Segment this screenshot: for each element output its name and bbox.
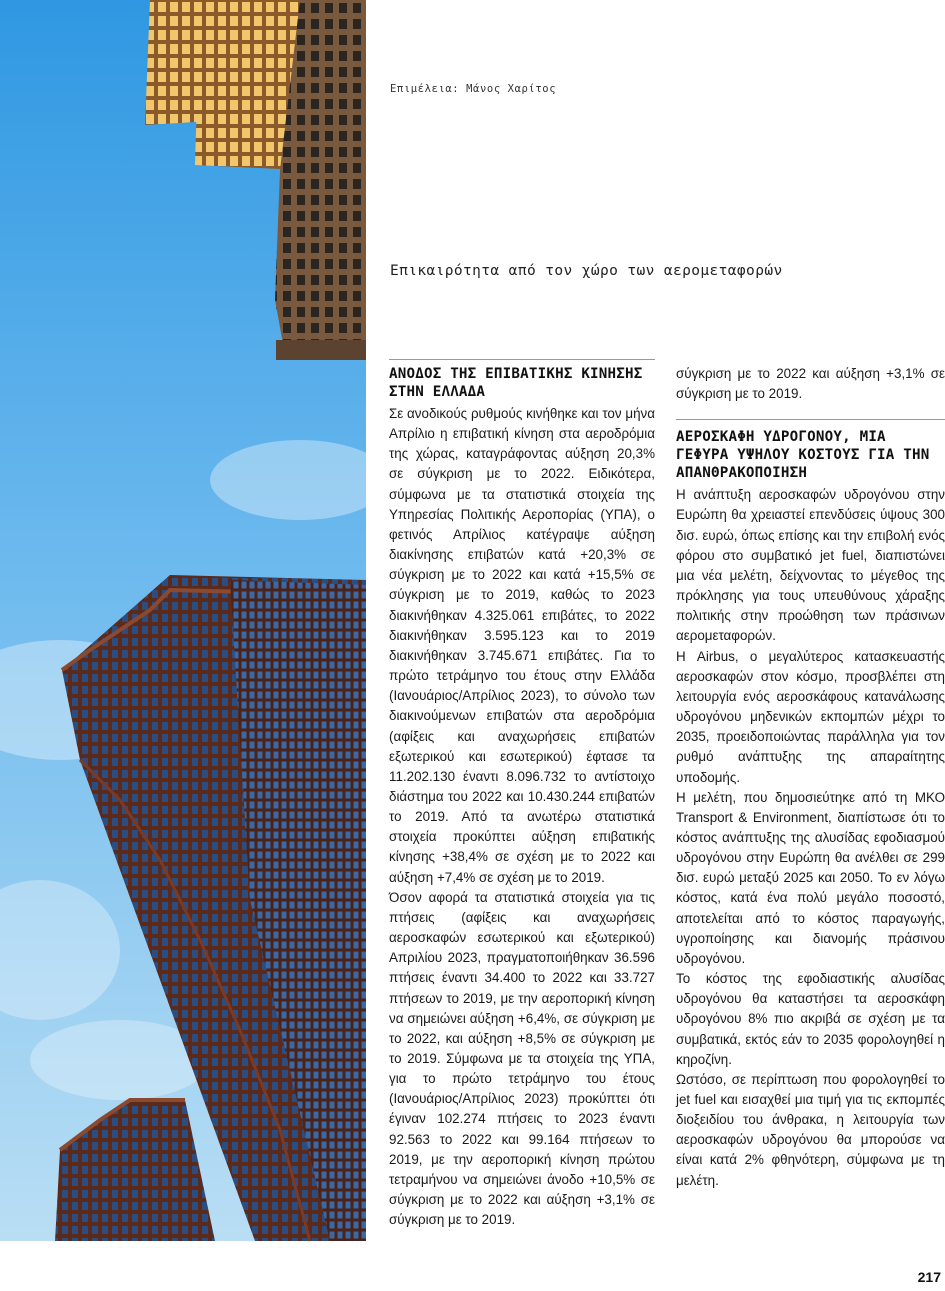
article2-paragraph: Η ανάπτυξη αεροσκαφών υδρογόνου στην Ευρώπη θα χρειαστεί επενδύσεις ύψους 300 δισ. ευρώ, όπως επίσης και την επιβολή ενός φόρου στο συμβατικό jet fuel, διαπιστώνει μια νέα μελέτη, δείχνοντας το μέγεθος της πρόκλησης για τους υπευθύνους χάραξης πολιτικής στην προώθηση των πράσινων αερομεταφορών.	[676, 487, 945, 644]
article1-paragraph: Όσον αφορά τα στατιστικά στοιχεία για τις πτήσεις (αφίξεις και αναχωρήσεις αεροσκαφών εσωτερικού και εξωτερικού) Απριλίου 2023, πραγματοποιήθηκαν 36.596 πτήσεις έναντι 34.400 το 2022 και 33.727 πτήσεων το 2019, με την αεροπορική κίνηση να σημειώνει αύξηση +6,4%, σε σύγκριση με το 2022, και αύξηση +8,5% σε σύγκριση με το 2019. Σύμφωνα με τα στοιχεία της ΥΠΑ, για το πρώτο τετράμηνο του έτους (Ιανουάριος/Απρίλιος 2023) προκύπτει ότι έγιναν 102.274 πτήσεις το 2023 έναντι 92.563 το 2022 και 99.164 πτήσεων το 2019, με την αεροπορική κίνηση πρώτου τετραμήνου να σημειώνει άνοδο +10,5% σε σύγκριση με το 2022 και αύξηση +3,1% σε σύγκριση με το 2019.	[389, 889, 655, 1228]
article-column-2	[676, 364, 945, 1191]
article2-paragraph: Το κόστος της εφοδιαστικής αλυσίδας υδρογόνου θα καταστήσει τα αεροσκάφη υδρογόνου 8% πιο ακριβά σε σχέση με τα συμβατικά, εκτός εάν το 2035 φορολογηθεί η κηροζίνη.	[676, 971, 945, 1067]
article2-paragraph: Η Airbus, ο μεγαλύτερος κατασκευαστής αεροσκαφών στον κόσμο, προσβλέπει στη λειτουργία ενός αεροσκάφους κατανάλωσης υδρογόνου μηδενικών εκπομπών μέχρι το 2035, προειδοποιώντας παράλληλα για τον ρυθμό ανάπτυξης της απαραίτητης υποδομής.	[676, 648, 945, 785]
article1-paragraph: Σε ανοδικούς ρυθμούς κινήθηκε και τον μήνα Απρίλιο η επιβατική κίνηση στα αεροδρόμια της χώρας, καταγράφοντας αύξηση 20,3% σε σύγκριση με το 2022. Ειδικότερα, σύμφωνα με τα στατιστικά στοιχεία της Υπηρεσίας Πολιτικής Αεροπορίας (ΥΠΑ), ο φετινός Απρίλιος κατέγραψε αύξηση διακίνησης επιβατών κατά +20,3% σε σύγκριση με το 2022 και κατά +15,5% σε σύγκριση με το 2019, καθώς το 2023 διακινήθηκαν 4.325.061 επιβάτες, το 2022 διακινήθηκαν 3.595.123 και το 2019 διακινήθηκαν 3.745.671 επιβάτες. Για το πρώτο τετράμηνο του έτους στην Ελλάδα (Ιανουάριος/Απρίλιος 2023), το σύνολο των διακινούμενων επιβατών στα αεροδρόμια (αφίξεις και αναχωρήσεις επιβατών εξωτερικού και εσωτερικού) έφτασε τα 11.202.130 έναντι 8.096.732 το αντίστοιχο διάστημα του 2022 και 10.430.244 επιβατών το 2019. Από τα ανωτέρω στατιστικά στοιχεία προκύπτει αύξηση επιβατικής κίνησης +38,4% σε σχέση με το 2022 και αύξηση +7,4% σε σχέση με το 2019.	[389, 406, 655, 885]
article2-paragraph: Ωστόσο, σε περίπτωση που φορολογηθεί το jet fuel και εισαχθεί μια τιμή για τις εκπομπές διοξειδίου του άνθρακα, η λειτουργία των αεροσκαφών υδρογόνου θα μπορούσε να είναι κατά 2% φθηνότερη, σύμφωνα με τη μελέτη.	[676, 1071, 945, 1188]
article1-headline: ΑΝΟΔΟΣ ΤΗΣ ΕΠΙΒΑΤΙΚΗΣ ΚΙΝΗΣΗΣ ΣΤΗΝ ΕΛΛΑΔΑ	[389, 366, 643, 400]
section-title: Επικαιρότητα από τον χώρο των αερομεταφορών	[390, 263, 783, 279]
editor-credit: Επιμέλεια: Μάνος Χαρίτος	[390, 83, 557, 95]
page-number: 217	[917, 1269, 941, 1285]
article-column-1	[389, 359, 655, 1228]
skyscrapers-illustration	[0, 0, 366, 1241]
skyscrapers-photo	[0, 0, 366, 1241]
article1-paragraph-continuation: σύγκριση με το 2022 και αύξηση +3,1% σε σύγκριση με το 2019.	[676, 366, 945, 402]
article2-headline: ΑΕΡΟΣΚΑΦΗ ΥΔΡΟΓΟΝΟΥ, ΜΙΑ ΓΕΦΥΡΑ ΥΨΗΛΟΥ ΚΟΣΤΟΥΣ ΓΙΑ ΤΗΝ ΑΠΑΝΘΡΑΚΟΠΟΙΗΣΗ	[676, 429, 930, 482]
article2-paragraph: Η μελέτη, που δημοσιεύτηκε από τη ΜΚΟ Transport & Environment, διαπίστωσε ότι το κόστος ανάπτυξης της αλυσίδας εφοδιασμού υδρογόνου στην Ευρώπη θα ανέλθει σε 299 δισ. ευρώ μεταξύ 2025 και 2050. Το εν λόγω κόστος, κατά ένα πολύ μεγάλο ποσοστό, αποτελείται από το κόστος παραγωγής, υγροποίησης και διανομής πράσινου υδρογόνου.	[676, 789, 945, 966]
article-divider	[676, 419, 945, 420]
